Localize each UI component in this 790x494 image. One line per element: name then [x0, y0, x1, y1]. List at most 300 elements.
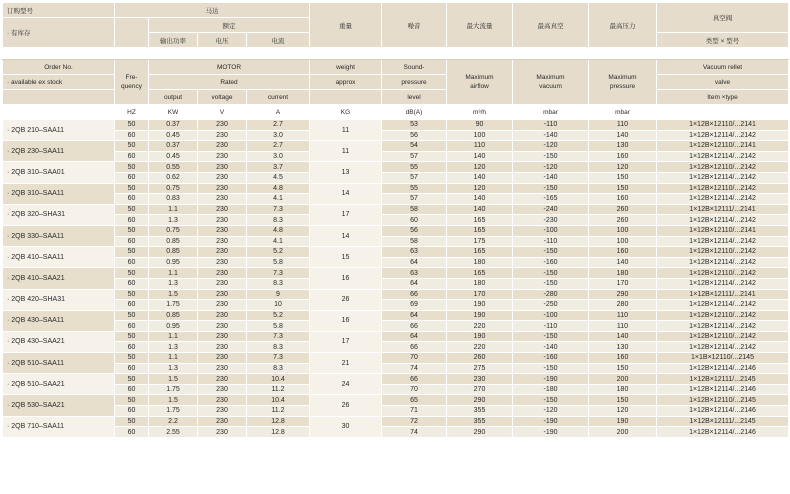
voltage: 230 — [198, 257, 247, 268]
vacuum: -180 — [513, 384, 589, 395]
voltage: 230 — [198, 130, 247, 141]
weight-kg: 30 — [310, 416, 382, 437]
table-row — [3, 204, 789, 215]
sound-level: 57 — [382, 194, 447, 205]
unit-v: V — [198, 105, 247, 120]
output-kw: 1.75 — [149, 384, 198, 395]
vacuum: -150 — [513, 183, 589, 194]
sound-level: 66 — [382, 289, 447, 300]
en-max-vacuum: Maximum vacuum — [513, 60, 589, 105]
output-kw: 0.75 — [149, 225, 198, 236]
sound-level: 53 — [382, 120, 447, 131]
output-kw: 1.3 — [149, 215, 198, 226]
en-max-airflow: Maximum airflow — [447, 60, 513, 105]
current: 5.8 — [247, 321, 310, 332]
valve-type: 1×12B×12114/...2142 — [657, 278, 789, 289]
table-row — [3, 300, 789, 311]
frequency: 60 — [115, 342, 149, 353]
cn-freq-blank — [115, 18, 149, 48]
pressure: 170 — [589, 278, 657, 289]
vacuum: -190 — [513, 374, 589, 385]
valve-type: 1×12B×12114/...2142 — [657, 215, 789, 226]
airflow: 100 — [447, 130, 513, 141]
output-kw: 0.62 — [149, 172, 198, 183]
valve-type: 1×12B×12110/...2145 — [657, 395, 789, 406]
output-kw: 2.55 — [149, 427, 198, 438]
current: 7.3 — [247, 331, 310, 342]
sound-level: 74 — [382, 363, 447, 374]
valve-type: 1×12B×12110/...2142 — [657, 331, 789, 342]
sound-level: 57 — [382, 151, 447, 162]
frequency: 50 — [115, 331, 149, 342]
unit-valve-blank — [657, 105, 789, 120]
output-kw: 0.37 — [149, 141, 198, 152]
output-kw: 0.55 — [149, 162, 198, 173]
vacuum: -140 — [513, 172, 589, 183]
pressure: 290 — [589, 289, 657, 300]
current: 10.4 — [247, 374, 310, 385]
valve-type: 1×12B×12114/...2142 — [657, 342, 789, 353]
table-row — [3, 162, 789, 173]
sound-level: 64 — [382, 310, 447, 321]
valve-type: 1×12B×12110/...2142 — [657, 268, 789, 279]
unit-vacuum: mbar — [513, 105, 589, 120]
current: 11.2 — [247, 406, 310, 417]
valve-type: 1×12B×12114/...2142 — [657, 257, 789, 268]
cn-order-no: 订购型号 — [3, 3, 115, 18]
voltage: 230 — [198, 310, 247, 321]
voltage: 230 — [198, 427, 247, 438]
vacuum: -190 — [513, 427, 589, 438]
pump-spec-table — [2, 2, 789, 438]
en-sound2: pressure — [382, 75, 447, 90]
vacuum: -110 — [513, 120, 589, 131]
unit-kg: KG — [310, 105, 382, 120]
output-kw: 1.3 — [149, 363, 198, 374]
en-current: current — [247, 90, 310, 105]
output-kw: 1.75 — [149, 406, 198, 417]
vacuum: -110 — [513, 236, 589, 247]
current: 8.3 — [247, 342, 310, 353]
airflow: 165 — [447, 247, 513, 258]
table-row — [3, 331, 789, 342]
current: 4.5 — [247, 172, 310, 183]
sound-level: 64 — [382, 331, 447, 342]
model-number: · 2QB 310–SAA11 — [3, 183, 115, 204]
pressure: 140 — [589, 257, 657, 268]
vacuum: -150 — [513, 363, 589, 374]
en-motor: MOTOR — [149, 60, 310, 75]
pressure: 110 — [589, 321, 657, 332]
frequency: 50 — [115, 289, 149, 300]
voltage: 230 — [198, 384, 247, 395]
en-valve3: Item ×type — [657, 90, 789, 105]
voltage: 230 — [198, 363, 247, 374]
table-row — [3, 363, 789, 374]
cn-rated: 额定 — [149, 18, 310, 33]
sound-level: 74 — [382, 427, 447, 438]
table-row — [3, 321, 789, 332]
valve-type: 1×12B×12114/...2142 — [657, 194, 789, 205]
valve-type: 1×12B×12110/...2142 — [657, 162, 789, 173]
vacuum: -140 — [513, 130, 589, 141]
weight-kg: 14 — [310, 225, 382, 246]
en-voltage: voltage — [198, 90, 247, 105]
voltage: 230 — [198, 162, 247, 173]
weight-kg: 16 — [310, 268, 382, 289]
cn-noise: 噪音 — [382, 3, 447, 48]
frequency: 50 — [115, 141, 149, 152]
pressure: 190 — [589, 416, 657, 427]
output-kw: 0.45 — [149, 130, 198, 141]
frequency: 60 — [115, 427, 149, 438]
pressure: 200 — [589, 374, 657, 385]
sound-level: 55 — [382, 183, 447, 194]
valve-type: 1×12B×12110/...2141 — [657, 141, 789, 152]
unit-a: A — [247, 105, 310, 120]
airflow: 110 — [447, 141, 513, 152]
current: 4.1 — [247, 236, 310, 247]
cn-motor: 马达 — [115, 3, 310, 18]
current: 8.3 — [247, 215, 310, 226]
sound-level: 66 — [382, 374, 447, 385]
pressure: 160 — [589, 151, 657, 162]
table-row — [3, 130, 789, 141]
output-kw: 1.1 — [149, 353, 198, 364]
voltage: 230 — [198, 151, 247, 162]
frequency: 50 — [115, 204, 149, 215]
en-blank — [3, 90, 115, 105]
pressure: 180 — [589, 268, 657, 279]
output-kw: 0.75 — [149, 183, 198, 194]
vacuum: -100 — [513, 225, 589, 236]
frequency: 50 — [115, 225, 149, 236]
en-sound3: level — [382, 90, 447, 105]
en-sound1: Sound- — [382, 60, 447, 75]
valve-type: 1×12B×12111/...2145 — [657, 416, 789, 427]
cn-max-pressure: 最高压力 — [589, 3, 657, 48]
pressure: 130 — [589, 141, 657, 152]
unit-hz: HZ — [115, 105, 149, 120]
vacuum: -140 — [513, 342, 589, 353]
output-kw: 0.37 — [149, 120, 198, 131]
vacuum: -190 — [513, 416, 589, 427]
model-number: · 2QB 410–SAA11 — [3, 247, 115, 268]
model-number: · 2QB 430–SAA11 — [3, 310, 115, 331]
frequency: 60 — [115, 172, 149, 183]
frequency: 50 — [115, 247, 149, 258]
valve-type: 1×12B×12110/...2141 — [657, 120, 789, 131]
table-row — [3, 151, 789, 162]
current: 11.2 — [247, 384, 310, 395]
current: 4.8 — [247, 183, 310, 194]
frequency: 50 — [115, 268, 149, 279]
valve-type: 1×12B×12111/...2141 — [657, 289, 789, 300]
units-blank — [3, 105, 115, 120]
table-row — [3, 278, 789, 289]
current: 10 — [247, 300, 310, 311]
weight-kg: 13 — [310, 162, 382, 183]
voltage: 230 — [198, 406, 247, 417]
airflow: 165 — [447, 268, 513, 279]
output-kw: 1.3 — [149, 278, 198, 289]
weight-kg: 26 — [310, 289, 382, 310]
sound-level: 65 — [382, 395, 447, 406]
frequency: 60 — [115, 406, 149, 417]
weight-kg: 11 — [310, 141, 382, 162]
table-row — [3, 310, 789, 321]
table-row — [3, 342, 789, 353]
table-row — [3, 289, 789, 300]
output-kw: 1.5 — [149, 289, 198, 300]
cn-output: 输出功率 — [149, 33, 198, 48]
output-kw: 1.3 — [149, 342, 198, 353]
output-kw: 0.85 — [149, 247, 198, 258]
sound-level: 58 — [382, 204, 447, 215]
output-kw: 0.45 — [149, 151, 198, 162]
section-gap — [3, 48, 789, 60]
voltage: 230 — [198, 268, 247, 279]
cn-current: 电流 — [247, 33, 310, 48]
table-row — [3, 353, 789, 364]
pressure: 130 — [589, 342, 657, 353]
current: 10.4 — [247, 395, 310, 406]
table-row — [3, 268, 789, 279]
frequency: 60 — [115, 278, 149, 289]
current: 7.3 — [247, 204, 310, 215]
output-kw: 1.5 — [149, 395, 198, 406]
sound-level: 71 — [382, 406, 447, 417]
airflow: 355 — [447, 416, 513, 427]
voltage: 230 — [198, 194, 247, 205]
vacuum: -160 — [513, 257, 589, 268]
voltage: 230 — [198, 342, 247, 353]
cn-relief-valve: 真空阀 — [657, 3, 789, 33]
vacuum: -120 — [513, 141, 589, 152]
pressure: 200 — [589, 427, 657, 438]
sound-level: 64 — [382, 257, 447, 268]
weight-kg: 11 — [310, 120, 382, 141]
voltage: 230 — [198, 331, 247, 342]
output-kw: 1.1 — [149, 204, 198, 215]
current: 12.8 — [247, 416, 310, 427]
current: 3.0 — [247, 151, 310, 162]
frequency: 50 — [115, 310, 149, 321]
valve-type: 1×12B×12114/...2142 — [657, 300, 789, 311]
model-number: · 2QB 710–SAA11 — [3, 416, 115, 437]
pressure: 110 — [589, 310, 657, 321]
current: 7.3 — [247, 353, 310, 364]
sound-level: 70 — [382, 384, 447, 395]
voltage: 230 — [198, 183, 247, 194]
table-row — [3, 183, 789, 194]
airflow: 180 — [447, 257, 513, 268]
valve-type: 1×12B×12114/...2146 — [657, 384, 789, 395]
current: 2.7 — [247, 141, 310, 152]
table-row — [3, 225, 789, 236]
valve-type: 1×12B×12114/...2142 — [657, 130, 789, 141]
table-row — [3, 406, 789, 417]
vacuum: -160 — [513, 353, 589, 364]
airflow: 270 — [447, 384, 513, 395]
pressure: 140 — [589, 130, 657, 141]
current: 3.7 — [247, 162, 310, 173]
en-max-pressure: Maximum pressure — [589, 60, 657, 105]
pressure: 260 — [589, 204, 657, 215]
valve-type: 1×12B×12111/...2145 — [657, 374, 789, 385]
airflow: 120 — [447, 183, 513, 194]
vacuum: -150 — [513, 151, 589, 162]
pressure: 180 — [589, 384, 657, 395]
model-number: · 2QB 320–SHA31 — [3, 204, 115, 225]
en-frequency: Fre- quency — [115, 60, 149, 105]
airflow: 140 — [447, 194, 513, 205]
valve-type: 1×12B×12114/...2142 — [657, 321, 789, 332]
model-number: · 2QB 530–SAA21 — [3, 395, 115, 416]
voltage: 230 — [198, 225, 247, 236]
unit-kw: KW — [149, 105, 198, 120]
frequency: 60 — [115, 384, 149, 395]
pressure: 160 — [589, 194, 657, 205]
vacuum: -150 — [513, 395, 589, 406]
vacuum: -230 — [513, 215, 589, 226]
table-row — [3, 247, 789, 258]
table-row — [3, 395, 789, 406]
en-order-no: Order No. — [3, 60, 115, 75]
frequency: 50 — [115, 374, 149, 385]
frequency: 50 — [115, 395, 149, 406]
output-kw: 0.83 — [149, 194, 198, 205]
frequency: 60 — [115, 257, 149, 268]
pressure: 280 — [589, 300, 657, 311]
frequency: 60 — [115, 194, 149, 205]
model-number: · 2QB 210–SAA11 — [3, 120, 115, 141]
weight-kg: 24 — [310, 374, 382, 395]
valve-type: 1×12B×12114/...2146 — [657, 427, 789, 438]
sound-level: 54 — [382, 141, 447, 152]
en-rated: Rated — [149, 75, 310, 90]
frequency: 60 — [115, 363, 149, 374]
valve-type: 1×1B×12110/...2145 — [657, 353, 789, 364]
voltage: 230 — [198, 204, 247, 215]
pressure: 150 — [589, 172, 657, 183]
table-row — [3, 427, 789, 438]
airflow: 140 — [447, 151, 513, 162]
sound-level: 63 — [382, 247, 447, 258]
valve-type: 1×12B×12114/...2142 — [657, 236, 789, 247]
pressure: 150 — [589, 395, 657, 406]
vacuum: -280 — [513, 289, 589, 300]
airflow: 190 — [447, 310, 513, 321]
en-weight-blank — [310, 90, 382, 105]
weight-kg: 15 — [310, 247, 382, 268]
current: 5.8 — [247, 257, 310, 268]
pressure: 100 — [589, 236, 657, 247]
en-weight: weight — [310, 60, 382, 75]
pressure: 100 — [589, 225, 657, 236]
airflow: 140 — [447, 172, 513, 183]
table-row — [3, 141, 789, 152]
spec-data-rows — [3, 120, 789, 438]
cn-in-stock: · 有库存 — [3, 18, 115, 48]
airflow: 140 — [447, 204, 513, 215]
model-number: · 2QB 420–SHA31 — [3, 289, 115, 310]
voltage: 230 — [198, 120, 247, 131]
current: 8.3 — [247, 278, 310, 289]
pressure: 260 — [589, 215, 657, 226]
pressure: 110 — [589, 120, 657, 131]
airflow: 190 — [447, 331, 513, 342]
current: 3.0 — [247, 130, 310, 141]
sound-level: 57 — [382, 172, 447, 183]
voltage: 230 — [198, 416, 247, 427]
sound-level: 63 — [382, 268, 447, 279]
en-valve1: Vacuum rellet — [657, 60, 789, 75]
sound-level: 56 — [382, 225, 447, 236]
valve-type: 1×12B×12111/...2141 — [657, 204, 789, 215]
en-available: · available ex stock — [3, 75, 115, 90]
airflow: 165 — [447, 215, 513, 226]
voltage: 230 — [198, 289, 247, 300]
voltage: 230 — [198, 172, 247, 183]
sound-level: 66 — [382, 342, 447, 353]
model-number: · 2QB 330–SAA11 — [3, 225, 115, 246]
airflow: 175 — [447, 236, 513, 247]
cn-voltage: 电压 — [198, 33, 247, 48]
airflow: 165 — [447, 225, 513, 236]
output-kw: 0.85 — [149, 310, 198, 321]
weight-kg: 26 — [310, 395, 382, 416]
pressure: 160 — [589, 247, 657, 258]
sound-level: 66 — [382, 321, 447, 332]
weight-kg: 17 — [310, 331, 382, 352]
voltage: 230 — [198, 278, 247, 289]
current: 8.3 — [247, 363, 310, 374]
sound-level: 72 — [382, 416, 447, 427]
valve-type: 1×12B×12114/...2142 — [657, 172, 789, 183]
current: 4.8 — [247, 225, 310, 236]
vacuum: -100 — [513, 310, 589, 321]
valve-type: 1×12B×12114/...2146 — [657, 406, 789, 417]
voltage: 230 — [198, 236, 247, 247]
model-number: · 2QB 510–SAA21 — [3, 374, 115, 395]
weight-kg: 21 — [310, 353, 382, 374]
weight-kg: 16 — [310, 310, 382, 331]
current: 7.3 — [247, 268, 310, 279]
cn-type-model: 类型 × 型号 — [657, 33, 789, 48]
unit-pressure: mbar — [589, 105, 657, 120]
model-number: · 2QB 510–SAA11 — [3, 353, 115, 374]
model-number: · 2QB 430–SAA21 — [3, 331, 115, 352]
output-kw: 1.5 — [149, 374, 198, 385]
airflow: 170 — [447, 289, 513, 300]
table-row — [3, 236, 789, 247]
airflow: 220 — [447, 321, 513, 332]
current: 5.2 — [247, 310, 310, 321]
output-kw: 2.2 — [149, 416, 198, 427]
cn-max-airflow: 最大流量 — [447, 3, 513, 48]
airflow: 220 — [447, 342, 513, 353]
sound-level: 64 — [382, 278, 447, 289]
frequency: 60 — [115, 130, 149, 141]
valve-type: 1×12B×12114/...2146 — [657, 363, 789, 374]
current: 4.1 — [247, 194, 310, 205]
airflow: 290 — [447, 395, 513, 406]
output-kw: 1.75 — [149, 300, 198, 311]
airflow: 275 — [447, 363, 513, 374]
unit-flow: m³/h — [447, 105, 513, 120]
output-kw: 1.1 — [149, 268, 198, 279]
